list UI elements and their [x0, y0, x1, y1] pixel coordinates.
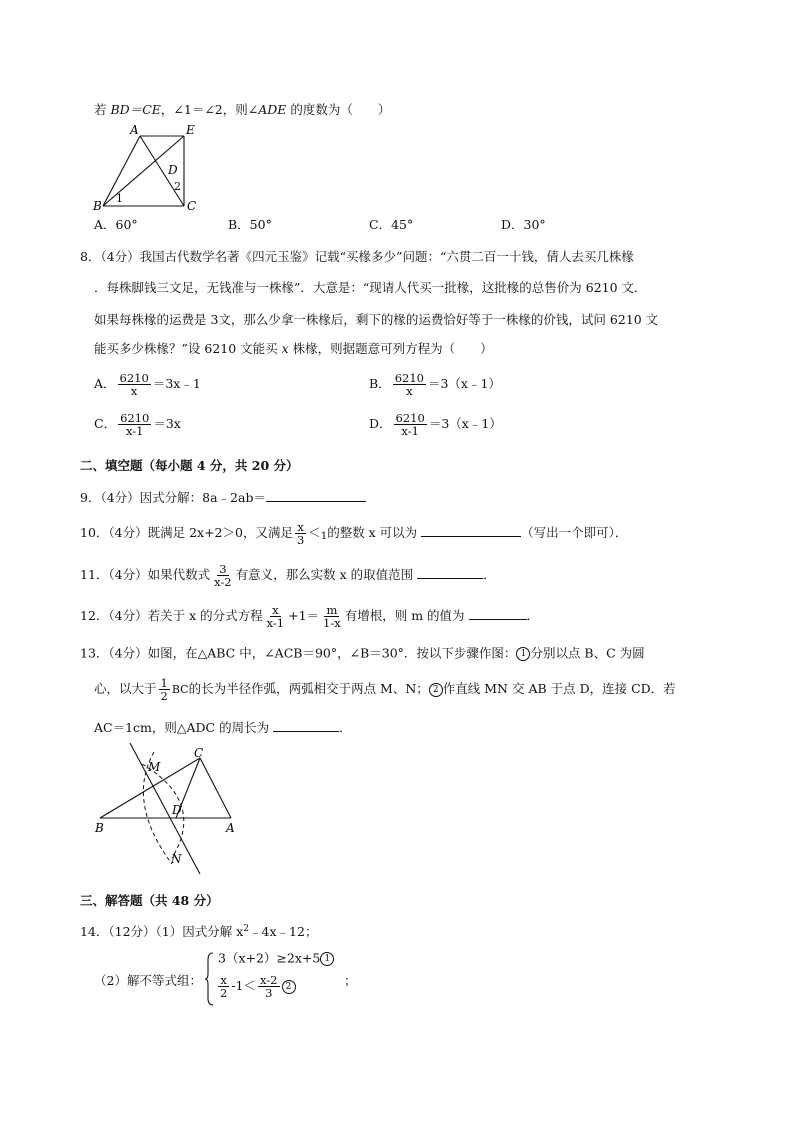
q7-stem: [94, 104, 390, 117]
q8-c-label: C．: [94, 416, 117, 432]
q8-c-den: x-1: [125, 424, 144, 439]
q11-b: 有意义，那么实数 x 的取值范围: [235, 567, 414, 583]
q13-line3: [94, 719, 352, 735]
q8-a-label: A．: [94, 376, 116, 392]
q14-ineq2-frac1: [218, 974, 229, 999]
q13-line1: [80, 647, 645, 661]
q12-fraction-1: [265, 604, 287, 629]
q10-fraction: [295, 521, 306, 546]
q8-option-d: [369, 412, 502, 437]
q10-num: x: [297, 520, 304, 534]
q9-text: 9．（4分）因式分解：8a﹣2ab＝: [80, 490, 266, 505]
q10-d: 的整数 x 可以为: [327, 525, 418, 541]
q14-line1-b: ﹣4x﹣12；: [249, 924, 318, 940]
q12-fraction-2: [321, 604, 343, 629]
q7-stem-e: 的度数为（ ）: [286, 102, 391, 117]
q8-a-num: 6210: [119, 371, 149, 385]
q10-answer-blank[interactable]: [421, 524, 521, 537]
q8-c-rhs: ＝3x: [153, 416, 181, 432]
q7-stem-d: ADE: [258, 102, 287, 117]
q7-stem-a: 若: [94, 102, 111, 117]
q10-a: 10．（4分）既满足 2x+2＞0，又满足: [80, 525, 293, 541]
q8-c-fraction: [118, 412, 151, 437]
q8-line4: [94, 343, 493, 356]
q10-e: （写出一个即可）．: [521, 525, 628, 541]
q8-b-num: 6210: [394, 371, 424, 385]
section-fill-in-heading: 二、填空题（每小题 4 分，共 20 分）: [80, 458, 299, 473]
q14-ineq2-num1: x: [220, 973, 227, 987]
q13-label-c: C: [194, 746, 204, 760]
q13-step1-marker: 1: [516, 647, 530, 661]
q8-line4-x: x: [281, 341, 289, 356]
q12-den1: x-1: [266, 616, 285, 631]
q14-ineq2-frac2: [258, 974, 280, 999]
q13-label-m: M: [148, 760, 161, 774]
q14-ineq2-marker: 2: [282, 980, 296, 994]
q7-label-2: 2: [174, 180, 181, 193]
q8-line2: ．每株脚钱三文足，无钱准与一株椽”．大意是：“现请人代买一批椽，这批椽的总售价为 6210 文．: [94, 280, 647, 295]
q7-label-b: B: [93, 199, 102, 212]
q14-tail: ；: [344, 973, 357, 988]
q8-d-fraction: [394, 412, 427, 437]
q8-b-den: x: [406, 384, 413, 399]
q8-b-fraction: [393, 372, 426, 397]
q11-den: x-2: [214, 575, 232, 590]
q8-d-rhs: ＝3（x﹣1）: [428, 416, 502, 432]
q13-line3-a: AC＝1cm，则△ADC 的周长为: [94, 720, 270, 735]
q14-exponent: 2: [243, 924, 250, 934]
q7-stem-c: ，∠1＝∠2，则∠: [160, 102, 259, 117]
q7-label-1: 1: [116, 192, 123, 205]
q7-label-c: C: [187, 199, 197, 212]
q10-b: ＜: [308, 525, 321, 541]
q12: [80, 604, 539, 629]
q8-option-c: [94, 412, 181, 437]
q8-a-rhs: ＝3x﹣1: [152, 376, 201, 392]
q12-den2: 1-x: [323, 616, 341, 631]
q14-ineq2-mid: -1＜: [231, 978, 257, 994]
q13-step2-marker: 2: [429, 683, 443, 697]
q7-option-b: B．50°: [228, 217, 272, 232]
q14-brace-icon: [204, 952, 214, 1006]
q7-stem-b: BD＝CE: [110, 102, 161, 117]
q8-option-b: [369, 372, 501, 397]
q13-line2-bc: BC: [171, 683, 189, 697]
q8-option-a: [94, 372, 201, 397]
q8-d-label: D．: [369, 416, 392, 432]
q12-d: ．: [526, 608, 540, 624]
q14-ineq2-den1: 2: [220, 986, 228, 1001]
q11-fraction: [212, 563, 234, 588]
q13-line2-c: 作直线 MN 交 AB 于点 D，连接 CD．若: [442, 681, 676, 697]
q13-line2-b: 的长为半径作弧，两弧相交于两点 M、N；: [188, 681, 429, 697]
q13-line1-b: 分别以点 B、C 为圆: [530, 645, 645, 661]
q14-ineq2-num2: x-2: [260, 973, 278, 987]
q9-answer-blank[interactable]: [266, 489, 366, 502]
q7-label-e: E: [186, 123, 195, 137]
q13-answer-blank[interactable]: [273, 719, 339, 732]
q13-line1-a: 13．（4分）如图，在△ABC 中，∠ACB＝90°，∠B＝30°．按以下步骤作图：: [80, 645, 517, 661]
q8-a-fraction: [118, 372, 151, 397]
q8-b-rhs: ＝3（x﹣1）: [427, 376, 501, 392]
q13-line2: [94, 677, 676, 702]
q8-b-label: B．: [369, 376, 391, 392]
q13-line3-b: ．: [339, 720, 352, 735]
q13-half-fraction: [159, 677, 170, 702]
section-solve-heading: 三、解答题（共 48 分）: [80, 893, 219, 908]
q14-brace: [204, 952, 214, 1006]
q10: [80, 521, 627, 546]
q8-line3: 如果每株椽的运费是 3文，那么少拿一株椽后，剩下的椽的运费恰好等于一株椽的价钱，试问 6210 文: [94, 312, 659, 327]
q14-part2-label: （2）解不等式组：: [94, 973, 202, 988]
q8-c-num: 6210: [120, 411, 150, 425]
q13-figure: [88, 742, 248, 877]
q10-c: 1: [320, 531, 328, 543]
q13-half-num: 1: [160, 676, 168, 690]
q8-line4-b: 株椽，则据题意可列方程为（ ）: [288, 341, 493, 356]
q13-label-n: N: [171, 852, 182, 866]
q14-inequality-1: [218, 952, 334, 966]
q13-half-den: 2: [160, 689, 168, 704]
q12-c: 有增根，则 m 的值为: [344, 608, 465, 624]
q14-ineq1-text: 3（x+2）≥2x+5: [218, 950, 321, 966]
q13-label-a: A: [226, 821, 235, 835]
q14-ineq1-marker: 1: [320, 952, 334, 966]
q13-label-b: B: [95, 821, 104, 835]
q11-num: 3: [219, 562, 227, 576]
q10-den: 3: [296, 533, 305, 548]
q7-label-d: D: [168, 163, 178, 177]
q13-label-d: D: [172, 803, 182, 817]
q8-a-den: x: [130, 384, 138, 399]
q14-ineq2-den2: 3: [265, 986, 273, 1001]
q14-line1: [80, 925, 317, 939]
q12-a: 12．（4分）若关于 x 的分式方程: [80, 608, 263, 624]
q12-num2: m: [326, 603, 338, 617]
q14-inequality-2: [216, 974, 296, 999]
q7-label-a: A: [130, 123, 139, 137]
q7-option-a: A．60°: [94, 217, 138, 232]
q7-figure: [88, 122, 208, 212]
q12-num1: x: [272, 603, 279, 617]
q12-b: +1＝: [288, 608, 320, 624]
q8-line1: 8．（4分）我国古代数学名著《四元玉鉴》记载“买椽多少”问题：“六贯二百一十钱，倩人去买几株椽: [80, 249, 634, 264]
q14-line1-a: 14．（12分）（1）因式分解 x: [80, 924, 244, 940]
q7-option-d: D．30°: [501, 217, 546, 232]
q12-answer-blank[interactable]: [469, 607, 527, 620]
q11-a: 11．（4分）如果代数式: [80, 567, 211, 583]
q11: [80, 563, 496, 588]
q9: [80, 489, 366, 505]
q8-d-den: x-1: [401, 424, 419, 439]
q8-line4-a: 能买多少株椽？”设 6210 文能买: [94, 341, 282, 356]
q11-c: ．: [483, 567, 496, 583]
q8-d-num: 6210: [395, 411, 425, 425]
q13-line2-a: 心，以大于: [94, 681, 157, 697]
q7-option-c: C．45°: [369, 217, 414, 232]
q11-answer-blank[interactable]: [417, 566, 483, 579]
